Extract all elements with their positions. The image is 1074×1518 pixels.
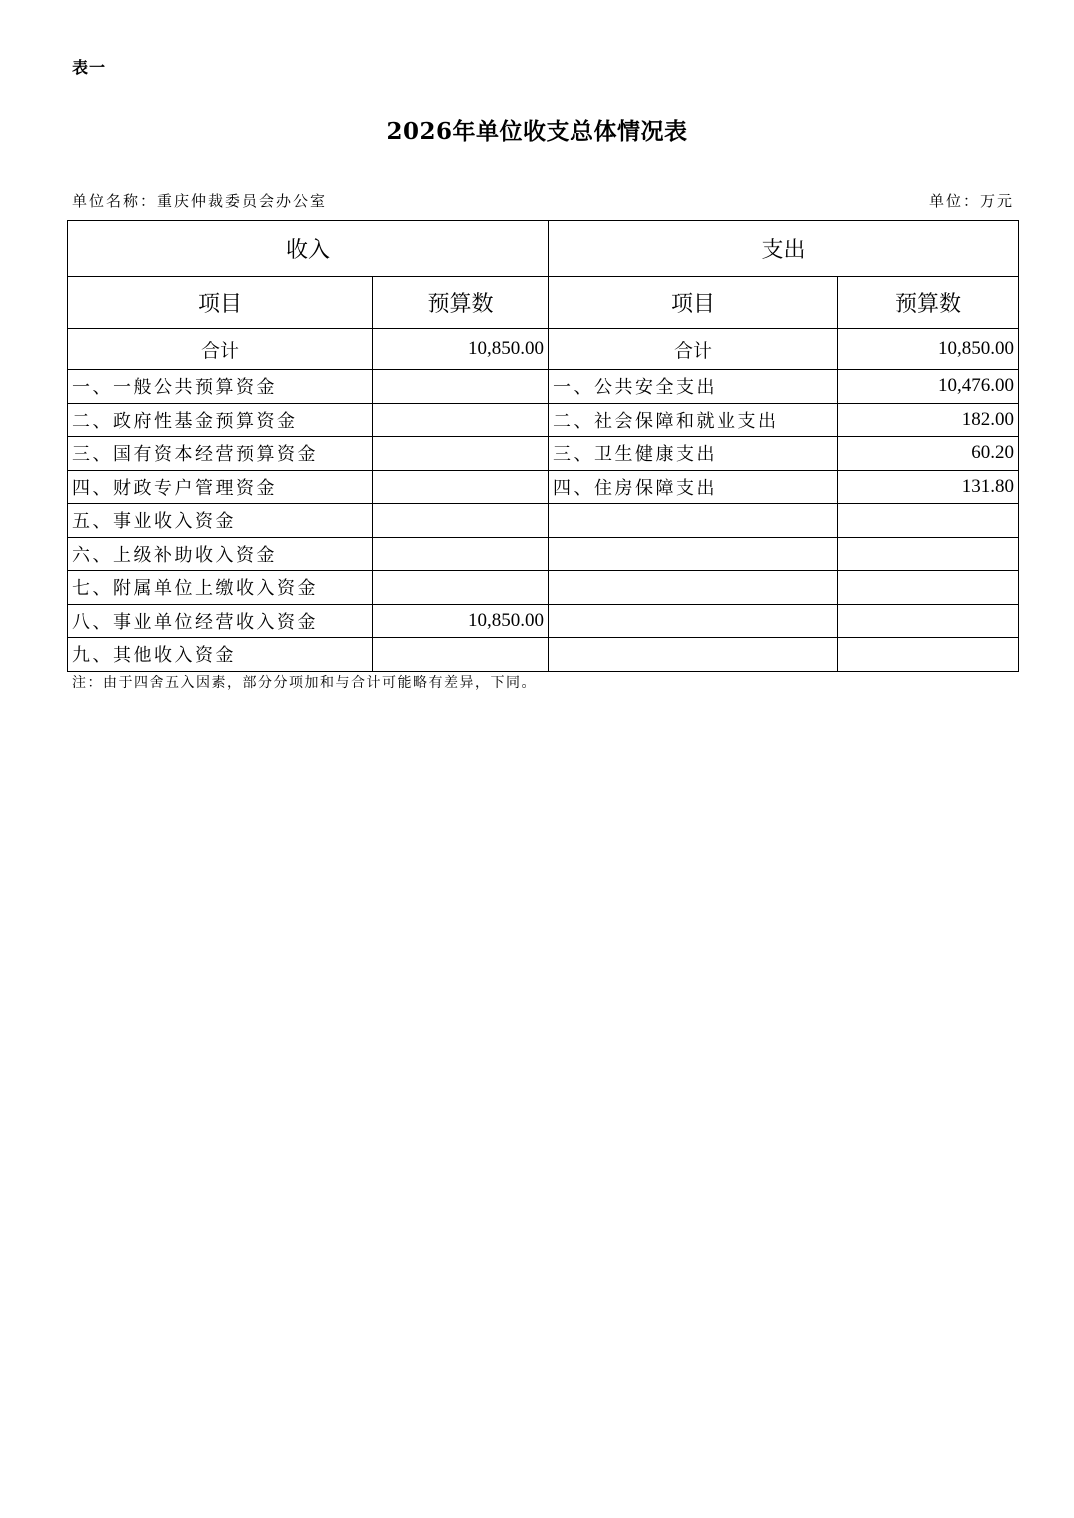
expense-value: 131.80: [838, 470, 1019, 504]
table-row: [68, 537, 1019, 571]
column-header-row: [68, 277, 1019, 329]
income-value: [373, 403, 549, 437]
income-value: [373, 571, 549, 605]
expense-item: [549, 638, 838, 672]
expense-value: [838, 604, 1019, 638]
income-value: [373, 537, 549, 571]
income-item: 二、政府性基金预算资金: [68, 403, 373, 437]
table-row: [68, 470, 1019, 504]
income-value: [373, 370, 549, 404]
expense-amount-header: 预算数: [838, 277, 1019, 329]
income-item: 三、国有资本经营预算资金: [68, 437, 373, 471]
expense-value: 60.20: [838, 437, 1019, 471]
expense-value: [838, 537, 1019, 571]
expense-item: [549, 571, 838, 605]
expense-item: [549, 504, 838, 538]
expense-value: [838, 638, 1019, 672]
table-label: 表一: [72, 58, 107, 77]
income-item: 五、事业收入资金: [68, 504, 373, 538]
income-item: 八、事业单位经营收入资金: [68, 604, 373, 638]
table-row: [68, 370, 1019, 404]
expense-value: 182.00: [838, 403, 1019, 437]
income-value: 10,850.00: [373, 604, 549, 638]
income-item: 六、上级补助收入资金: [68, 537, 373, 571]
budget-table: [67, 220, 1019, 672]
table-row: [68, 638, 1019, 672]
income-item: 四、财政专户管理资金: [68, 470, 373, 504]
income-total-label: 合计: [68, 329, 373, 370]
expense-value: 10,476.00: [838, 370, 1019, 404]
table-row: [68, 403, 1019, 437]
income-item: 七、附属单位上缴收入资金: [68, 571, 373, 605]
income-amount-header: 预算数: [373, 277, 549, 329]
expense-item: 四、住房保障支出: [549, 470, 838, 504]
table-row: [68, 571, 1019, 605]
income-value: [373, 638, 549, 672]
expense-value: [838, 504, 1019, 538]
unit-name: 单位名称：重庆仲裁委员会办公室: [72, 192, 328, 210]
expense-item: [549, 604, 838, 638]
section-header-row: [68, 221, 1019, 277]
table-row: [68, 504, 1019, 538]
expense-total-value: 10,850.00: [838, 329, 1019, 370]
income-item: 九、其他收入资金: [68, 638, 373, 672]
expense-header: 支出: [549, 221, 1019, 277]
unit-label: 单位：万元: [928, 192, 1014, 210]
income-item: 一、一般公共预算资金: [68, 370, 373, 404]
table-row: [68, 604, 1019, 638]
expense-item: 一、公共安全支出: [549, 370, 838, 404]
expense-item: 二、社会保障和就业支出: [549, 403, 838, 437]
total-row: [68, 329, 1019, 370]
expense-total-label: 合计: [549, 329, 838, 370]
expense-item: 三、卫生健康支出: [549, 437, 838, 471]
expense-item-header: 项目: [549, 277, 838, 329]
income-header: 收入: [68, 221, 549, 277]
expense-value: [838, 571, 1019, 605]
table-row: [68, 437, 1019, 471]
expense-item: [549, 537, 838, 571]
income-value: [373, 437, 549, 471]
income-item-header: 项目: [68, 277, 373, 329]
income-value: [373, 504, 549, 538]
footnote: 注：由于四舍五入因素，部分分项加和与合计可能略有差异，下同。: [72, 675, 537, 691]
income-total-value: 10,850.00: [373, 329, 549, 370]
income-value: [373, 470, 549, 504]
page-title: 2026年单位收支总体情况表: [386, 118, 688, 145]
